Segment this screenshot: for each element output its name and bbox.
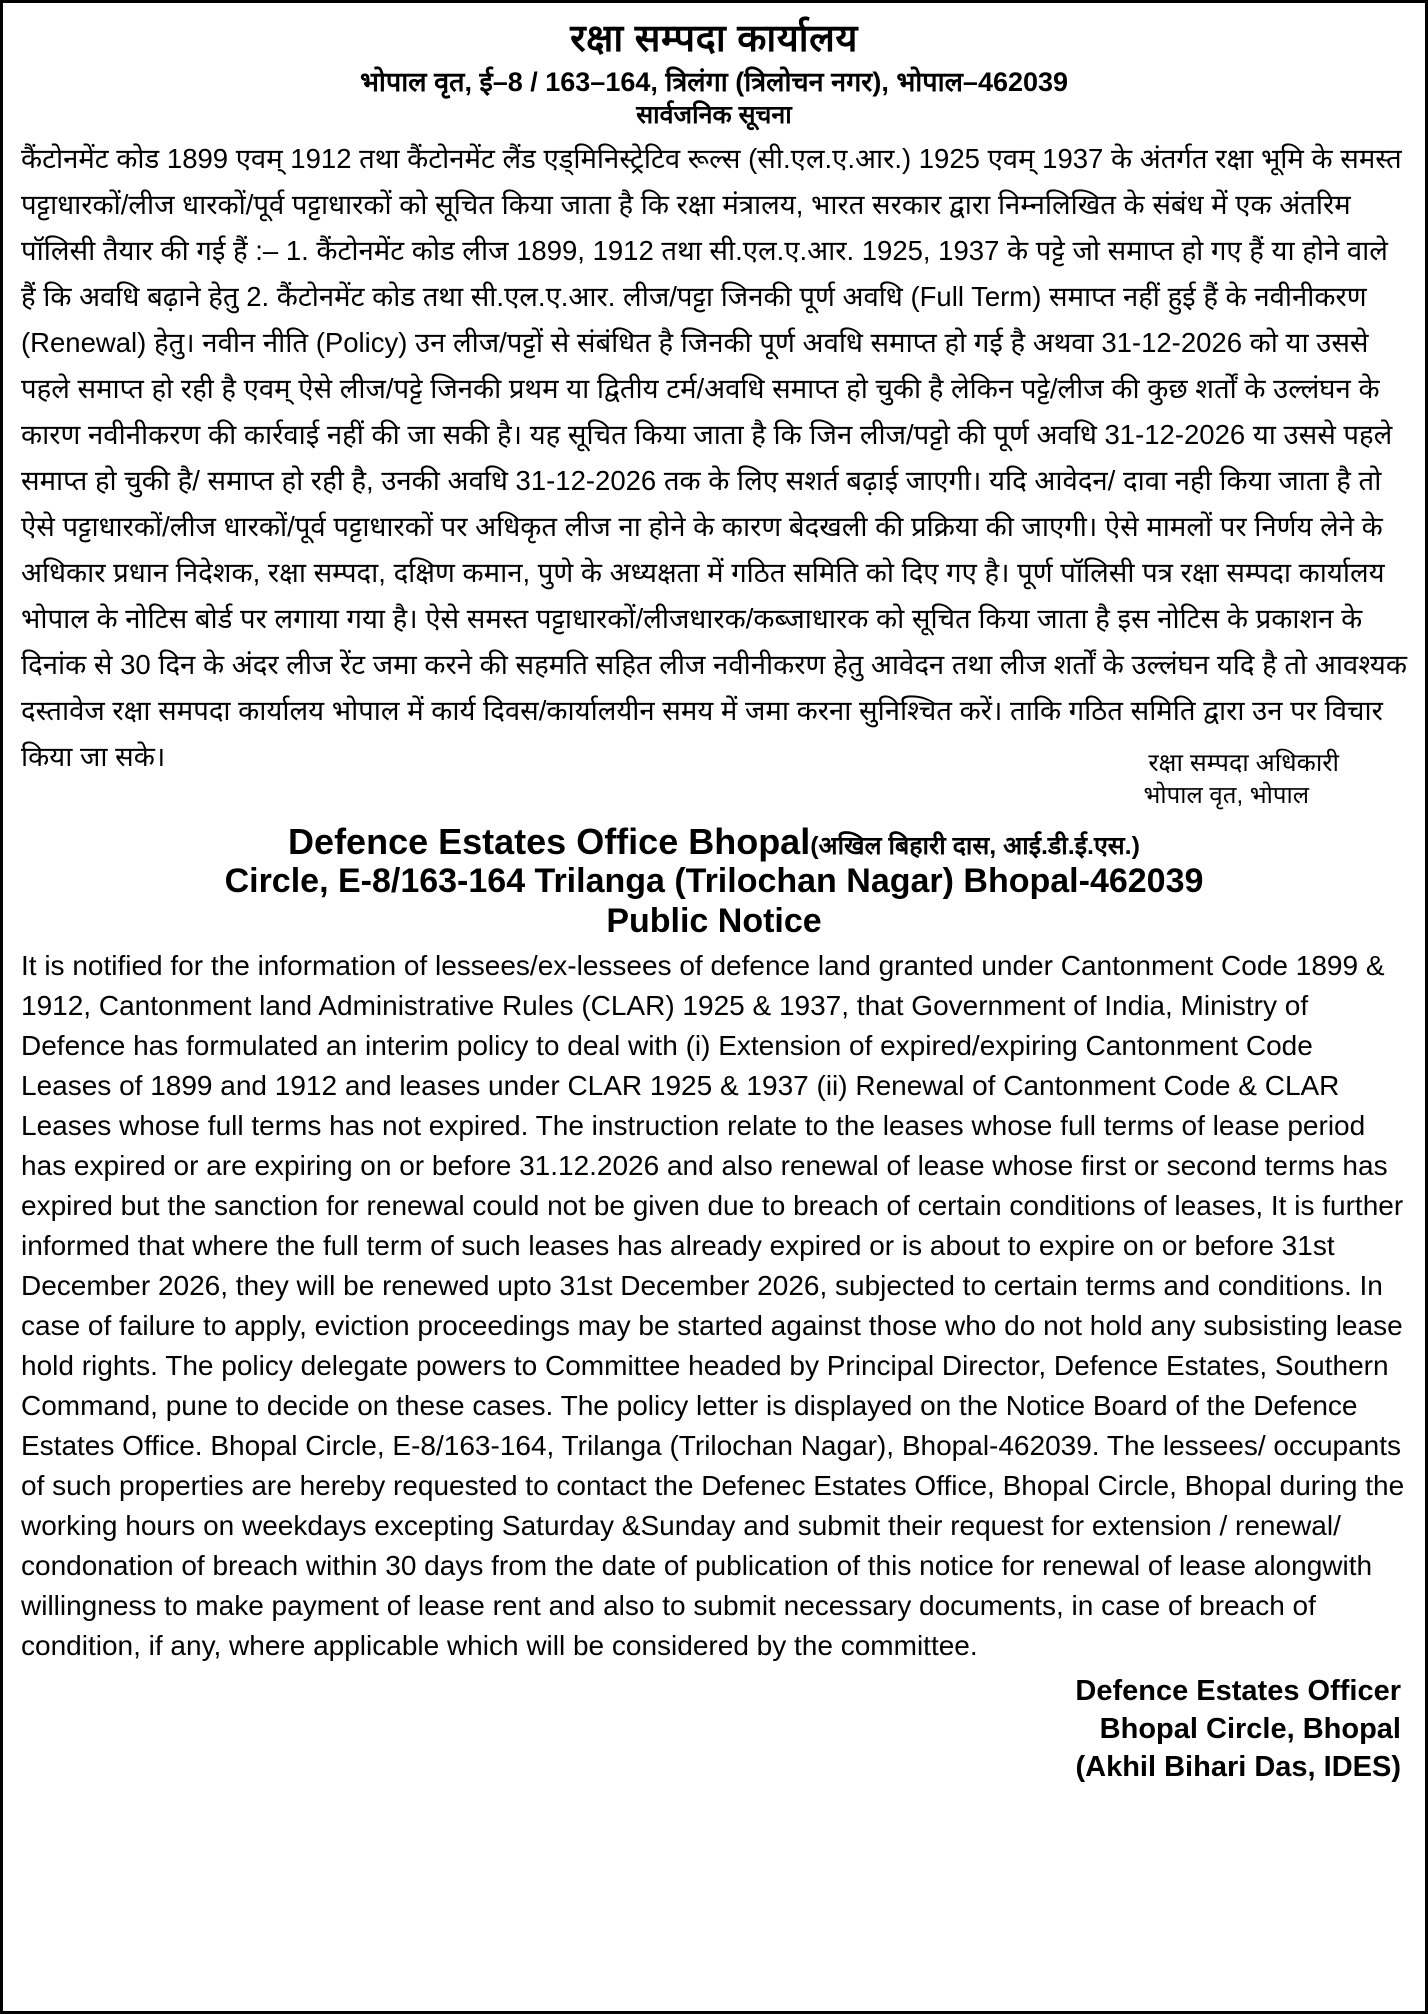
english-header-block (19, 822, 1409, 942)
english-office-title-row (19, 822, 1409, 862)
english-public-notice-subtitle: Public Notice (606, 902, 822, 940)
hindi-signature-officer-title: रक्षा सम्पदा अधिकारी (1148, 748, 1339, 777)
english-signature-block (19, 1672, 1409, 1786)
english-office-address: Circle, E-8/163-164 Trilanga (Trilochan Nagar) Bhopal-462039 (224, 861, 1204, 900)
hindi-signature-office: भोपाल वृत, भोपाल (1143, 781, 1309, 809)
english-signature-officer-name: (Akhil Bihari Das, IDES) (1075, 1750, 1401, 1783)
hindi-office-title: रक्षा सम्पदा कार्यालय (570, 18, 858, 60)
hindi-notice-body: कैंटोनमेंट कोड 1899 एवम् 1912 तथा कैंटोनमेंट लैंड एड्मिनिस्ट्रेटिव रूल्स (सी.एल.ए.आर.) 1925 एवम् 1937 के अंतर्गत रक्षा भूमि के समस्त पट्टाधारकों/लीज धारकों/पूर्व पट्टाधारकों को सूचित किया जाता है कि रक्षा मंत्रालय, भारत सरकार द्वारा निम्नलिखित के संबंध में एक अंतरिम पॉलिसी तैयार की गई हैं :– 1. कैंटोनमेंट कोड लीज 1899, 1912 तथा सी.एल.ए.आर. 1925, 1937 के पट्टे जो समाप्त हो गए हैं या होने वाले हैं कि अवधि बढ़ाने हेतु 2. कैंटोनमेंट कोड तथा सी.एल.ए.आर. लीज/पट्टा जिनकी पूर्ण अवधि (Full Term) समाप्त नहीं हुई हैं के नवीनीकरण (Renewal) हेतु। नवीन नीति (Policy) उन लीज/पट्टों से संबंधित है जिनकी पूर्ण अवधि समाप्त हो गई है अथवा 31-12-2026 को या उससे पहले समाप्त हो रही है एवम् ऐसे लीज/पट्टे जिनकी प्रथम या द्वितीय टर्म/अवधि समाप्त हो चुकी है लेकिन पट्टे/लीज की कुछ शर्तों के उल्लंघन के कारण नवीनीकरण की कार्रवाई नहीं की जा सकी है। यह सूचित किया जाता है कि जिन लीज/पट्टो की पूर्ण अवधि 31-12-2026 या उससे पहले समाप्त हो चुकी है/ समाप्त हो रही है, उनकी अवधि 31-12-2026 तक के लिए सशर्त बढ़ाई जाएगी। यदि आवेदन/ दावा नही किया जाता है तो ऐसे पट्टाधारकों/लीज धारकों/पूर्व पट्टाधारकों पर अधिकृत लीज ना होने के कारण बेदखली की प्रक्रिया की जाएगी। ऐसे मामलों पर निर्णय लेने के अधिकार प्रधान निदेशक, रक्षा सम्पदा, दक्षिण कमान, पुणे के अध्यक्षता में गठित समिति को दिए गए है। पूर्ण पॉलिसी पत्र रक्षा सम्पदा कार्यालय भोपाल के नोटिस बोर्ड पर लगाया गया है। ऐसे समस्त पट्टाधारकों/लीजधारक/कब्जाधारक को सूचित किया जाता है इस नोटिस के प्रकाशन के दिनांक से 30 दिन के अंदर लीज रेंट जमा करने की सहमति सहित लीज नवीनीकरण हेतु आवेदन तथा लीज शर्तों के उल्लंघन यदि है तो आवश्यक दस्तावेज रक्षा समपदा कार्यालय भोपाल में कार्य दिवस/कार्यालयीन समय में जमा करना सुनिश्चित करें। ताकि गठित समिति द्वारा उन पर विचार किया जा सके। (21, 142, 1407, 772)
document-content (3, 3, 1425, 2011)
english-signature-office: Bhopal Circle, Bhopal (1099, 1712, 1401, 1745)
english-notice-body: It is notified for the information of lessees/ex-lessees of defence land granted under Cantonment Code 1899 & 1912, Cantonment land Administrative Rules (CLAR) 1925 & 1937, that Government of India, Ministry of Defence has formulated an interim policy to deal with (i) Extension of expired/expiring Cantonment Code Leases of 1899 and 1912 and leases under CLAR 1925 & 1937 (ii) Renewal of Cantonment Code & CLAR Leases whose full terms has not expired. The instruction relate to the leases whose full terms of lease period has expired or are expiring on or before 31.12.2026 and also renewal of lease whose first or second terms has expired but the sanction for renewal could not be given due to breach of certain conditions of leases, It is further informed that where the full term of such leases has already expired or is about to expire on or before 31st December 2026, they will be renewed upto 31st December 2026, subjected to certain terms and conditions. In case of failure to apply, eviction proceedings may be started against those who do not hold any subsisting lease hold rights. The policy delegate powers to Committee headed by Principal Director, Defence Estates, Southern Command, pune to decide on these cases. The policy letter is displayed on the Notice Board of the Defence Estates Office. Bhopal Circle, E-8/163-164, Trilanga (Trilochan Nagar), Bhopal-462039. The lessees/ occupants of such properties are hereby requested to contact the Defenec Estates Office, Bhopal Circle, Bhopal during the working hours on weekdays excepting Saturday &Sunday and submit their request for extension / renewal/ condonation of breach within 30 days from the date of publication of this notice for renewal of lease alongwith willingness to make payment of lease rent and also to submit necessary documents, in case of breach of condition, if any, where applicable which will be considered by the committee. (21, 949, 1405, 1661)
english-office-title: Defence Estates Office Bhopal (288, 820, 811, 862)
english-officer-name-hindi: (अखिल बिहारी दास, आई.डी.ई.एस.) (810, 831, 1140, 860)
hindi-public-notice-subtitle: सार्वजनिक सूचना (636, 100, 792, 129)
english-signature-officer-title: Defence Estates Officer (1075, 1674, 1401, 1707)
hindi-office-address: भोपाल वृत, ई–8 / 163–164, त्रिलंगा (त्रिलोचन नगर), भोपाल–462039 (359, 66, 1069, 97)
